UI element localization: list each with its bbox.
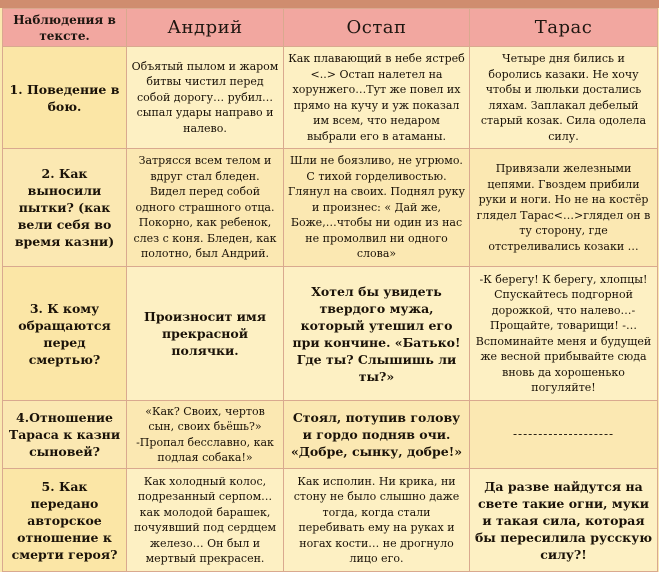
table-row	[3, 47, 658, 149]
cell-taras: -К берегу! К берегу, хлопцы! Спускайтесь подгорной дорожкой, что налево…- Прощайте, товарищи! -… Вспоминайте меня и будущей же весной прибывайте сюда вновь да хорошенько погуляйте!	[470, 267, 658, 401]
header-observations: Наблюдения в тексте.	[3, 9, 127, 47]
table-row	[3, 469, 658, 572]
cell-andriy: «Как? Своих, чертов сын, своих бьёшь?» -Пропал бесславно, как подлая собака!»	[127, 401, 284, 469]
row-question: 3. К кому обращаются перед смертью?	[3, 267, 127, 401]
cell-taras: --------------------	[470, 401, 658, 469]
table-row	[3, 401, 658, 469]
cell-taras: Привязали железными цепями. Гвоздем прибили руки и ноги. Но не на костёр глядел Тарас<…>глядел он в ту сторону, где отстреливались козаки …	[470, 149, 658, 267]
comparison-table	[2, 8, 658, 572]
cell-andriy: Объятый пылом и жаром битвы чистил перед собой дорогу… рубил…сыпал удары направо и налево.	[127, 47, 284, 149]
table-row	[3, 267, 658, 401]
row-question: 2. Как выносили пытки? (как вели себя во время казни)	[3, 149, 127, 267]
cell-ostap: Как плавающий в небе ястреб <..> Остап налетел на хорунжего…Тут же повел их прямо на кучу и уж показал им всем, что недаром выбрали его в атаманы.	[284, 47, 470, 149]
cell-andriy: Произносит имя прекрасной полячки.	[127, 267, 284, 401]
cell-ostap: Как исполин. Ни крика, ни стону не было слышно даже тогда, когда стали перебивать ему на руках и ногах кости… не дрогнуло лицо его.	[284, 469, 470, 572]
cell-taras: Да разве найдутся на свете такие огни, муки и такая сила, которая бы пересилила русскую силу?!	[470, 469, 658, 572]
header-taras: Тарас	[470, 9, 658, 47]
row-question: 4.Отношение Тараса к казни сыновей?	[3, 401, 127, 469]
header-andriy: Андрий	[127, 9, 284, 47]
cell-taras: Четыре дня бились и боролись казаки. Не хочу чтобы и люльки достались ляхам. Заплакал дебелый старый козак. Сила одолела силу.	[470, 47, 658, 149]
cell-ostap: Хотел бы увидеть твердого мужа, который утешил его при кончине. «Батько! Где ты? Слышишь ли ты?»	[284, 267, 470, 401]
cell-ostap: Стоял, потупив голову и гордо подняв очи. «Добре, сынку, добре!»	[284, 401, 470, 469]
cell-andriy: Как холодный колос, подрезанный серпом… как молодой барашек, почуявший под сердцем железо… Он был и мертвый прекрасен.	[127, 469, 284, 572]
top-border-strip	[0, 0, 659, 8]
row-question: 1. Поведение в бою.	[3, 47, 127, 149]
table-row	[3, 149, 658, 267]
header-ostap: Остап	[284, 9, 470, 47]
cell-ostap: Шли не боязливо, не угрюмо. С тихой горделивостью. Глянул на своих. Поднял руку и произнес: « Дай же, Боже,…чтобы ни один из нас не промолвил ни одного слова»	[284, 149, 470, 267]
cell-andriy: Затрясся всем телом и вдруг стал бледен. Видел перед собой одного страшного отца. Покорно, как ребенок, слез с коня. Бледен, как полотно, был Андрий.	[127, 149, 284, 267]
header-row	[3, 9, 658, 47]
row-question: 5. Как передано авторское отношение к смерти героя?	[3, 469, 127, 572]
